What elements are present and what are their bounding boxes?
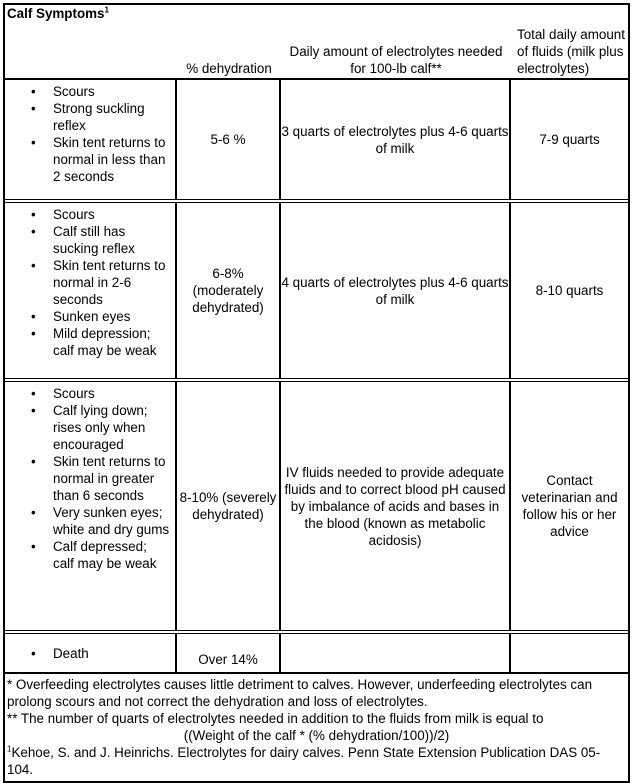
header-symptoms: Calf Symptoms$^1$ bbox=[7, 5, 109, 21]
electrolytes-cell: IV fluids needed to provide adequate fluids and to correct blood pH caused by imbalance of acids and bases in the blood (known as metabolic acidosis) bbox=[281, 382, 511, 630]
electrolytes-cell: 4 quarts of electrolytes plus 4-6 quarts of milk bbox=[281, 203, 511, 378]
symptoms-cell bbox=[5, 203, 177, 378]
electrolytes-cell: 3 quarts of electrolytes plus 4-6 quarts of milk bbox=[281, 80, 511, 199]
symptom-item: • Skin tent returns to normal in 2-6 seconds bbox=[5, 257, 175, 308]
symptom-item: • Calf still has sucking reflex bbox=[5, 223, 175, 257]
total-fluids-cell: 8-10 quarts bbox=[535, 283, 604, 298]
note-formula-intro: ** The number of quarts of electrolytes needed in addition to the fluids from milk is equal to bbox=[7, 711, 544, 726]
symptom-item: • Calf depressed; calf may be weak bbox=[5, 538, 175, 572]
header-dehydration: % dehydration bbox=[186, 61, 272, 76]
symptom-item: • Calf lying down; rises only when encouraged bbox=[5, 402, 175, 453]
table-row bbox=[5, 378, 628, 630]
dehydration-cell: 8-10% (severely dehydrated) bbox=[177, 382, 281, 630]
total-fluids-cell: Contact veterinarian and follow his or her advice bbox=[521, 473, 618, 539]
symptom-item: • Scours bbox=[5, 83, 175, 100]
table-row bbox=[5, 199, 628, 378]
table-row bbox=[5, 78, 628, 199]
dehydration-table bbox=[3, 3, 630, 783]
symptom-list bbox=[5, 634, 175, 662]
note-overfeeding: * Overfeeding electrolytes causes little detriment to calves. However, underfeeding electrolytes can prolong scours and not correct the dehydration and loss of electrolytes. bbox=[7, 677, 593, 709]
symptom-item: • Sunken eyes bbox=[5, 308, 175, 325]
table-notes bbox=[5, 672, 628, 781]
symptoms-cell bbox=[5, 634, 177, 672]
dehydration-cell: Over 14% bbox=[177, 634, 281, 672]
symptom-list bbox=[5, 203, 175, 359]
dehydration-cell: 6-8% (moderately dehydrated) bbox=[177, 203, 281, 378]
symptom-item: • Mild depression; calf may be weak bbox=[5, 325, 175, 359]
dehydration-cell: 5-6 % bbox=[177, 80, 281, 199]
symptom-list bbox=[5, 382, 175, 572]
header-electrolytes: Daily amount of electrolytes needed for 100-lb calf** bbox=[289, 44, 503, 76]
electrolytes-cell bbox=[281, 634, 511, 672]
symptom-item: • Skin tent returns to normal in less than 2 seconds bbox=[5, 134, 175, 185]
footnote-marker: 1 bbox=[104, 5, 109, 15]
reference-marker: 1 bbox=[7, 744, 12, 754]
total-fluids-cell bbox=[511, 634, 628, 672]
symptom-item: • Very sunken eyes; white and dry gums bbox=[5, 504, 175, 538]
symptoms-cell bbox=[5, 80, 177, 199]
reference-citation: $^1$Kehoe, S. and J. Heinrichs. Electrolytes for dairy calves. Penn State Extension Publication DAS 05-104. bbox=[7, 744, 601, 777]
total-fluids-cell: 7-9 quarts bbox=[539, 132, 600, 147]
symptoms-cell bbox=[5, 382, 177, 630]
symptom-item: • Strong suckling reflex bbox=[5, 100, 175, 134]
symptom-list bbox=[5, 80, 175, 185]
table-row bbox=[5, 630, 628, 672]
symptom-item: • Scours bbox=[5, 385, 175, 402]
note-formula: ((Weight of the calf * (% dehydration/100))/2) bbox=[183, 728, 450, 743]
symptom-item: • Scours bbox=[5, 206, 175, 223]
symptom-item: • Death bbox=[5, 645, 175, 662]
header-row bbox=[5, 5, 628, 78]
symptom-item: • Skin tent returns to normal in greater than 6 seconds bbox=[5, 453, 175, 504]
header-total-fluids: Total daily amount of fluids (milk plus electrolytes) bbox=[517, 27, 625, 76]
